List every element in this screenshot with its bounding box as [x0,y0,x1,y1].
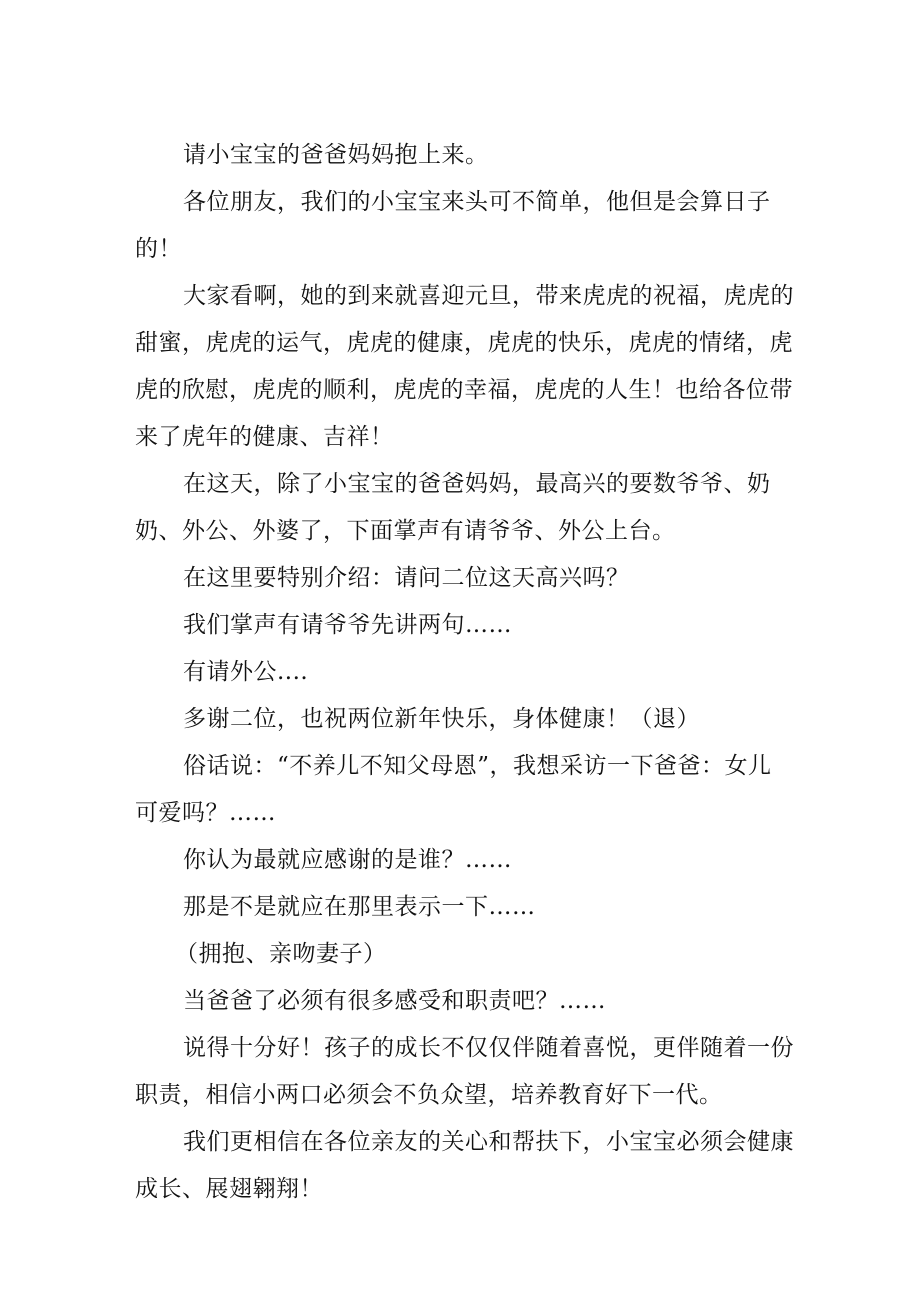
paragraph: 我们更相信在各位亲友的关心和帮扶下，小宝宝必须会健康成长、展翅翱翔！ [135,1129,794,1202]
paragraph: 多谢二位，也祝两位新年快乐，身体健康！（退） [183,706,700,732]
paragraph: 那是不是就应在那里表示一下…… [183,894,536,920]
paragraph: 俗话说：“不养儿不知父母恩”，我想采访一下爸爸：女儿可爱吗？…… [135,753,772,826]
paragraph: 请小宝宝的爸爸妈妈抱上来。 [183,142,489,168]
stage-direction: （拥抱、亲吻妻子） [175,941,387,967]
paragraph: 你认为最就应感谢的是谁？…… [183,847,512,873]
paragraph: 说得十分好！孩子的成长不仅仅伴随着喜悦，更伴随着一份职责，相信小两口必须会不负众望，培养教育好下一代。 [135,1035,794,1108]
paragraph: 我们掌声有请爷爷先讲两句…… [183,612,512,638]
document-body [135,132,795,1213]
paragraph: 大家看啊，她的到来就喜迎元旦，带来虎虎的祝福，虎虎的甜蜜，虎虎的运气，虎虎的健康，虎虎的快乐，虎虎的情绪，虎虎的欣慰，虎虎的顺利，虎虎的幸福，虎虎的人生！也给各位带来了虎年的健康、吉祥！ [135,283,794,450]
paragraph: 各位朋友，我们的小宝宝来头可不简单，他但是会算日子的！ [135,189,771,262]
paragraph: 当爸爸了必须有很多感受和职责吧？…… [183,988,606,1014]
paragraph: 在这里要特别介绍：请问二位这天高兴吗？ [183,565,630,591]
paragraph: 有请外公.... [183,659,309,685]
paragraph: 在这天，除了小宝宝的爸爸妈妈，最高兴的要数爷爷、奶奶、外公、外婆了，下面掌声有请爷爷、外公上台。 [135,471,771,544]
